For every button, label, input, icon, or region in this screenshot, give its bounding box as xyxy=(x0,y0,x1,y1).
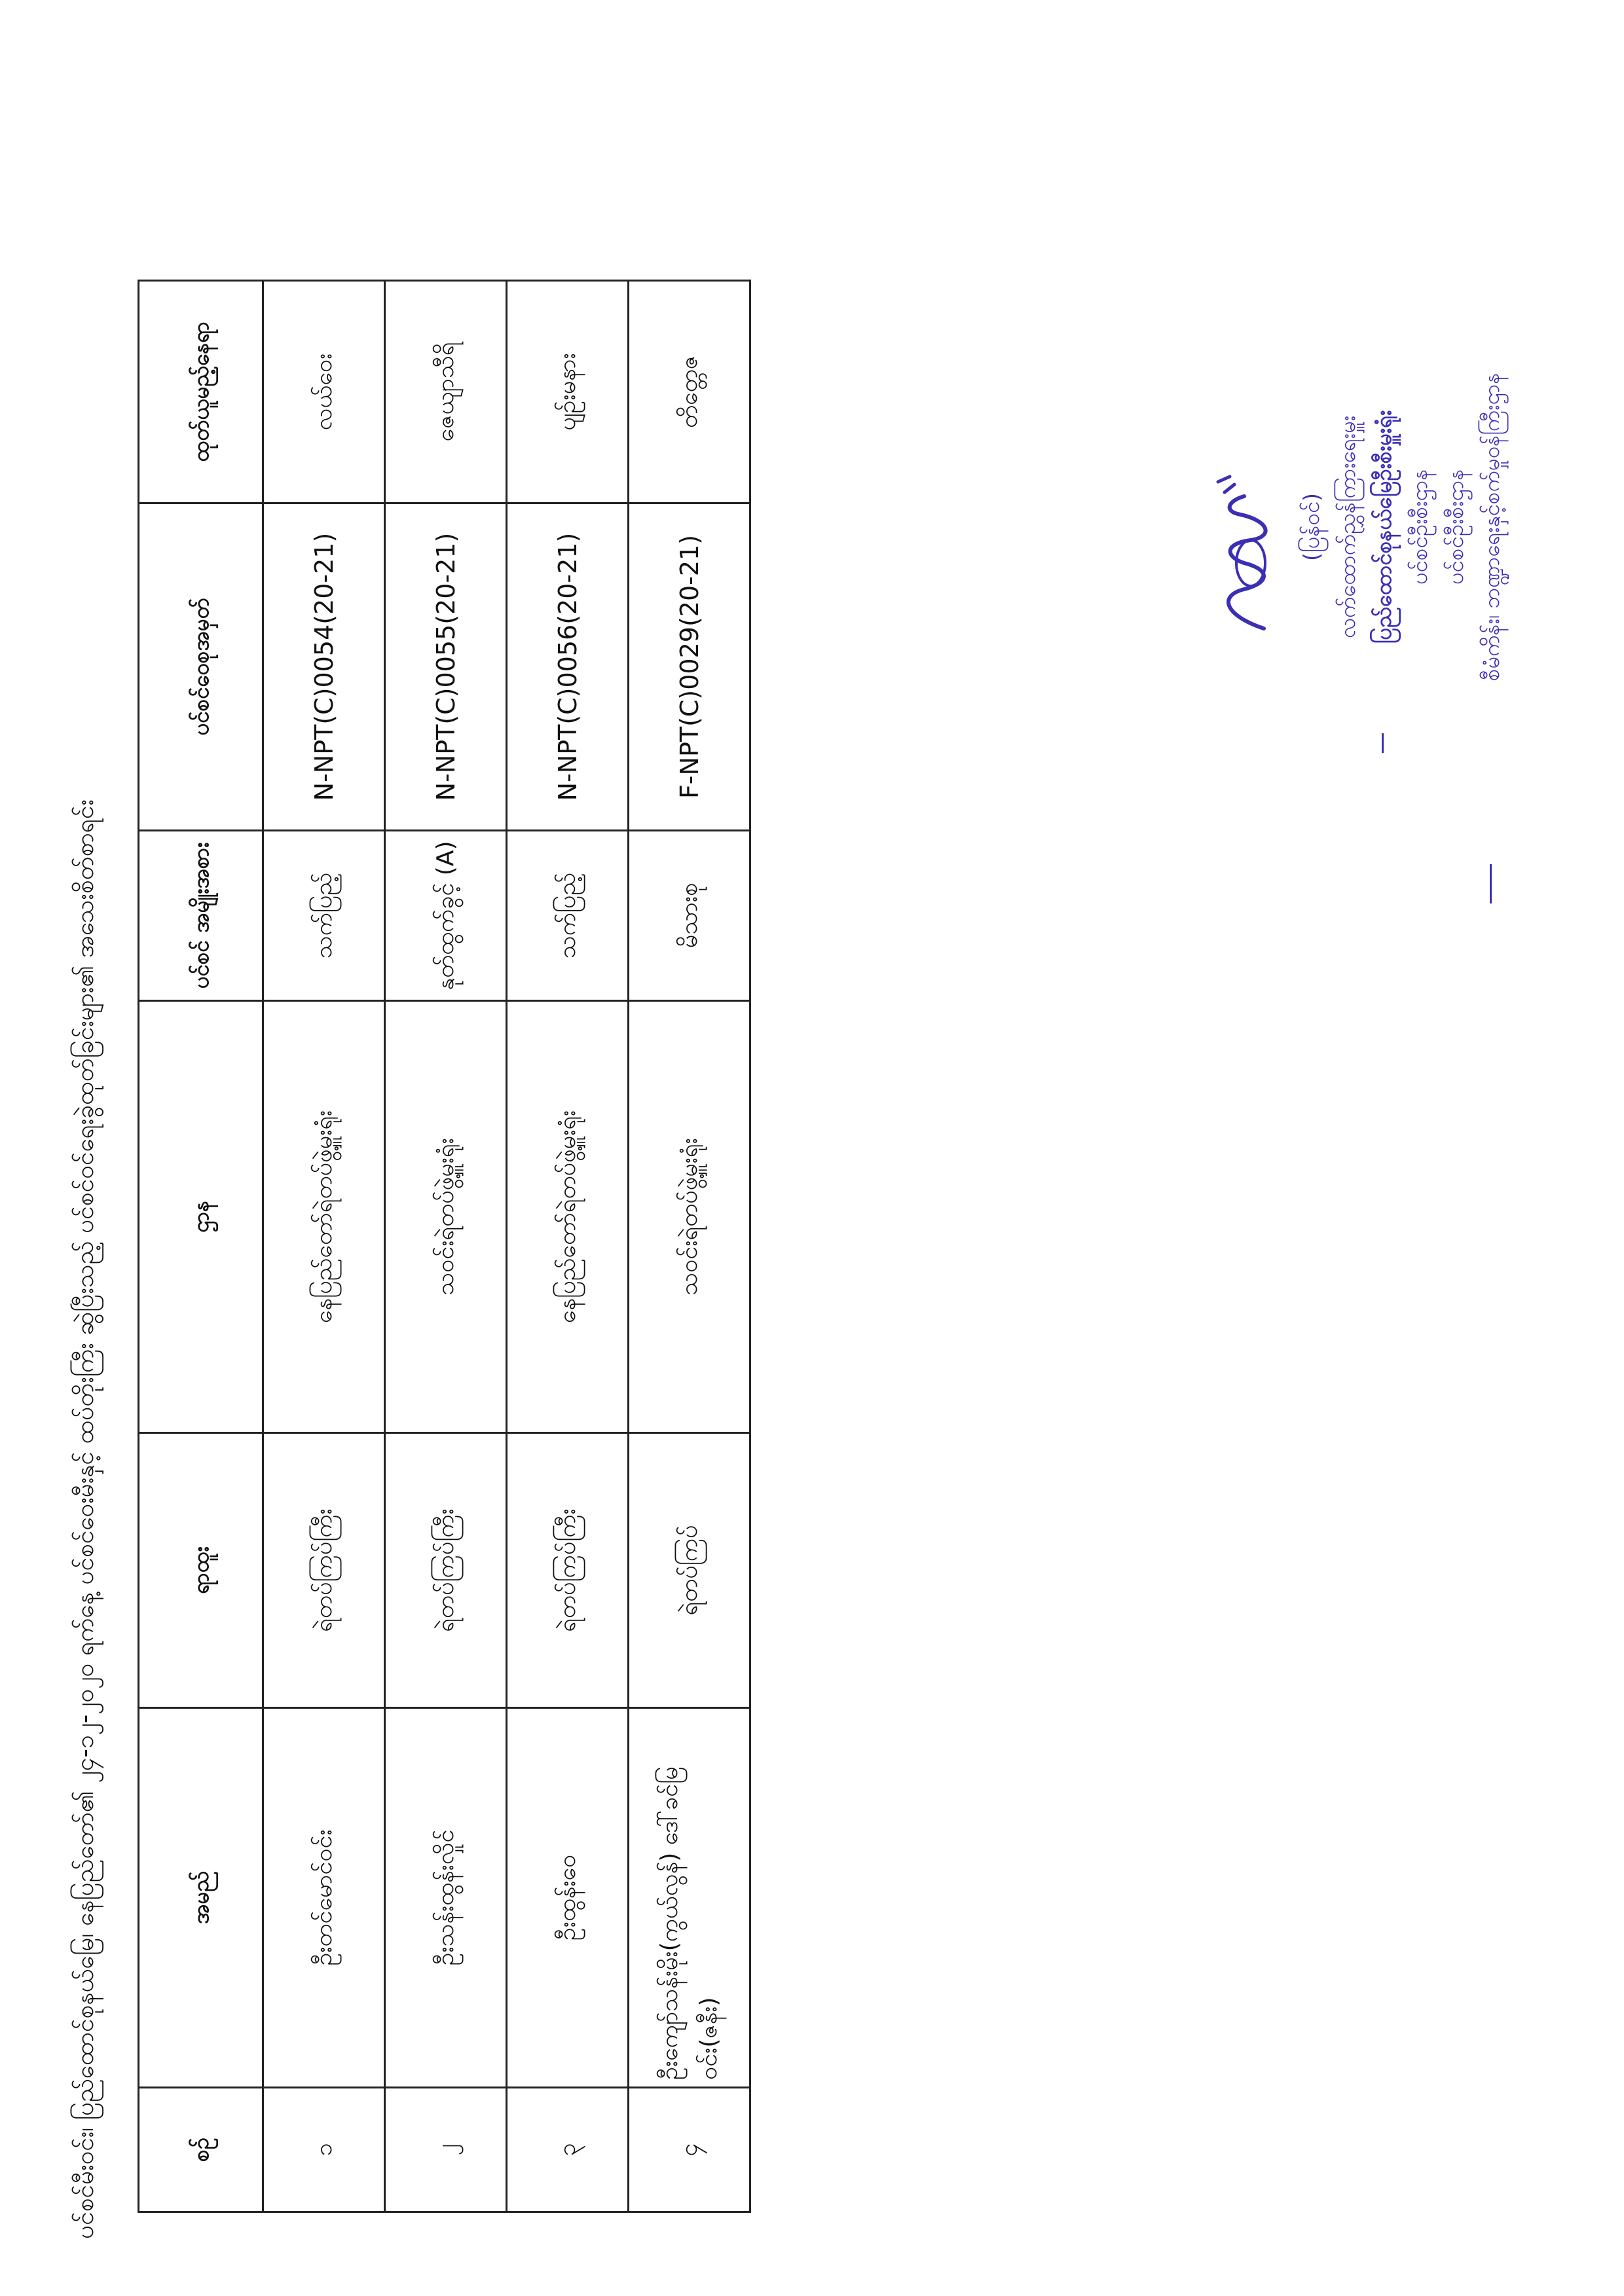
signature-office: ပြည်ထောင်စုနယ်မြေဦးစီးမှူးရုံး xyxy=(1371,410,1396,644)
table-row xyxy=(385,281,507,2212)
cell-pay-place: ပျဉ်းမနား xyxy=(507,281,629,503)
rotated-document-body xyxy=(65,92,1598,2239)
cell-pension-number: N-NPT(C)0056(20-21) xyxy=(507,503,629,831)
cell-office: သဝင်းရဲတပ်ဖွဲ့မှူးရုံး xyxy=(385,1001,507,1433)
signature-name-bracket: (ပြန်ဝင်) xyxy=(1299,492,1324,562)
cell-pension-type: သက်ပြည့် xyxy=(263,831,385,1001)
cell-no: ၄ xyxy=(629,2088,750,2212)
cell-no: ၃ xyxy=(507,2088,629,2212)
table-row xyxy=(507,281,629,2212)
cell-pay-place: ဇေယျာသီရိ xyxy=(385,281,507,503)
header-office: ဌာန xyxy=(139,1001,263,1433)
cell-name: ဦးကျော်သန်းမိုး(ကွယ်လွန်) ဒေါ်ခင်မြဝင်း(ဇနီး) xyxy=(629,1708,750,2088)
cell-pension-type: သက်ပြည့် xyxy=(507,831,629,1001)
pension-records-table xyxy=(138,280,751,2213)
cell-rank: ရဲတပ်ကြပ်ကြီး xyxy=(385,1433,507,1708)
header-pension-number: ပင်စင်ဝေစုအမှတ် xyxy=(139,503,263,831)
cell-no: ၂ xyxy=(385,2088,507,2212)
header-pay-place: ထုတ်ယူမည့်နေရာ xyxy=(139,281,263,503)
cell-pension-number: F-NPT(C)0029(20-21) xyxy=(629,503,750,831)
document-heading: ပင်စင်မီးဝင်း၊ ပြည်ထောင်စုနယ်မြေ၊ နေပြည်တော်၏ ၂၄-၁၂-၂၀၂၀ ရက်နေ့ ပင်စင်ဝေးမီးနှင့် ထပ်တိုးကြီး ဆွဲပြီးသည့် ပင်စင်ဝင်ရေးခွဲထုတ်ခြင်းများ၏ အသေးစိတ်စာရင်း xyxy=(71,799,99,2239)
cell-pension-type: နုတ်ထွက်ခွင့် (A) xyxy=(385,831,507,1001)
cell-office: နေပြည်တော်ရဲတပ်ဖွဲ့မှူးရုံး xyxy=(507,1001,629,1433)
cell-pay-place: တိတ္တေဇ xyxy=(629,281,750,503)
signature-block xyxy=(1198,151,1539,903)
header-no: စဉ် xyxy=(139,2088,263,2212)
signature-place: ပင်စင်ဦးစီးဌာန xyxy=(1407,469,1432,585)
cell-name: ဦးသန်းထွန်းလှိုင် xyxy=(385,1708,507,2088)
cell-office: သဝင်းရဲတပ်ဖွဲ့မှူးရုံး xyxy=(629,1001,750,1433)
header-name: အမည် xyxy=(139,1708,263,2088)
cell-pension-number: N-NPT(C)0054(20-21) xyxy=(263,503,385,831)
cell-no: ၁ xyxy=(263,2088,385,2212)
cell-pension-type: မိသားစု xyxy=(629,831,750,1001)
cell-rank: ရဲတပ်ကြပ်ကြီး xyxy=(507,1433,629,1708)
table-row xyxy=(629,281,750,2212)
cell-rank: ရဲတပ်ကြပ်ကြီး xyxy=(263,1433,385,1708)
signature-ministry: စီမံကိန်း၊ ဘဏ္ဍာရေးနှင့်စက်မှုဝန်ကြီးဌာန xyxy=(1479,373,1504,682)
handwritten-signature xyxy=(1198,471,1290,642)
table-row xyxy=(263,281,385,2212)
cell-name: ဦးတင်မောင်ဝင်း xyxy=(263,1708,385,2088)
signature-title: လက်ထောက်ညွှန်ကြားရေးမှူး xyxy=(1335,415,1360,639)
header-pension-type: ပင်စင် အမျိုးအစား xyxy=(139,831,263,1001)
cell-office: နေပြည်တော်ရဲတပ်ဖွဲ့မှူးရုံး xyxy=(263,1001,385,1433)
table-header-row xyxy=(139,281,263,2212)
cell-name: ဦးထွန်းဝေ xyxy=(507,1708,629,2088)
header-rank: ရာထူး xyxy=(139,1433,263,1708)
cell-rank: ရဲတပ်ကြပ် xyxy=(629,1433,750,1708)
cell-pay-place: လယ်ဝေး xyxy=(263,281,385,503)
signature-department: ပင်စင်ဦးစီးဌာန xyxy=(1443,469,1468,585)
cell-pension-number: N-NPT(C)0055(20-21) xyxy=(385,503,507,831)
